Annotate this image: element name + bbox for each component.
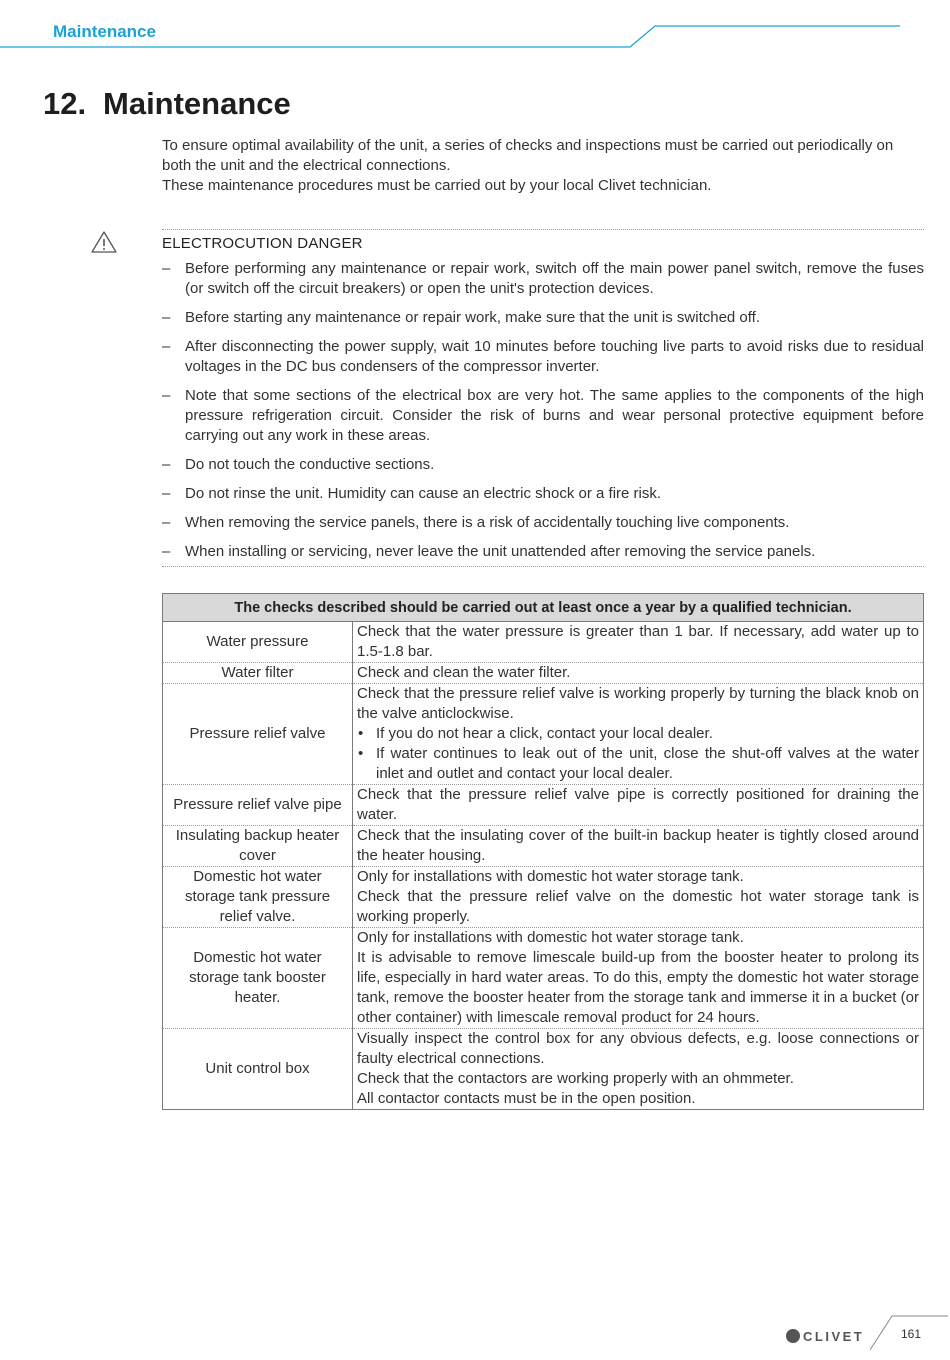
- check-item: Domestic hot water storage tank booster heater.: [163, 928, 353, 1029]
- check-description: [353, 826, 924, 867]
- table-row: [163, 785, 924, 826]
- danger-title: ELECTROCUTION DANGER: [162, 235, 363, 252]
- check-description: [353, 785, 924, 826]
- check-description: [353, 622, 924, 663]
- bullet-list: [357, 724, 919, 784]
- danger-item-text: Before starting any maintenance or repair work, make sure that the unit is switched off.: [185, 309, 761, 326]
- brand-name: CLIVET: [803, 1329, 865, 1344]
- dash-icon: –: [162, 309, 171, 326]
- check-item: Water filter: [163, 663, 353, 684]
- description-line: All contactor contacts must be in the open position.: [357, 1090, 696, 1107]
- danger-item: [162, 513, 924, 533]
- danger-item: [162, 308, 924, 328]
- description-line: Check that the pressure relief valve pipe is correctly positioned for draining the water.: [357, 786, 919, 823]
- danger-item: [162, 337, 924, 377]
- page-title: [43, 86, 291, 122]
- danger-list: [162, 259, 924, 571]
- checks-table: [162, 593, 924, 1110]
- danger-item-text: After disconnecting the power supply, wait 10 minutes before touching live parts to avoid risks due to residual voltages in the DC bus condensers of the compressor inverter.: [185, 338, 924, 375]
- bullet-icon: •: [358, 745, 364, 762]
- table-row: [163, 867, 924, 928]
- table-row: [163, 663, 924, 684]
- bullet-text: If water continues to leak out of the unit, close the shut-off valves at the water inlet and outlet and contact your local dealer.: [376, 745, 919, 782]
- section-label: Maintenance: [53, 22, 156, 41]
- bullet-icon: •: [358, 725, 364, 742]
- description-line: Check that the insulating cover of the built-in backup heater is tightly closed around the heater housing.: [357, 827, 919, 864]
- table-row: [163, 1029, 924, 1110]
- description-line: Only for installations with domestic hot water storage tank.: [357, 868, 744, 885]
- danger-item-text: Do not rinse the unit. Humidity can cause an electric shock or a fire risk.: [185, 485, 662, 502]
- bullet-item: [357, 744, 919, 784]
- danger-item: [162, 542, 924, 562]
- dash-icon: –: [162, 338, 171, 355]
- description-line: Visually inspect the control box for any obvious defects, e.g. loose connections or faulty electrical connections.: [357, 1030, 919, 1067]
- check-item: Pressure relief valve: [163, 684, 353, 785]
- description-line: Check that the water pressure is greater than 1 bar. If necessary, add water up to 1.5-1.8 bar.: [357, 623, 919, 660]
- check-item: Insulating backup heater cover: [163, 826, 353, 867]
- table-header: The checks described should be carried out at least once a year by a qualified technician.: [163, 594, 924, 622]
- dash-icon: –: [162, 456, 171, 473]
- danger-item-text: When removing the service panels, there is a risk of accidentally touching live components.: [185, 514, 790, 531]
- danger-item: [162, 484, 924, 504]
- intro-paragraph: To ensure optimal availability of the unit, a series of checks and inspections must be carried out periodically on both the unit and the electrical connections.: [162, 137, 894, 174]
- divider: [162, 229, 924, 230]
- intro-paragraph: These maintenance procedures must be carried out by your local Clivet technician.: [162, 177, 712, 194]
- table-row: [163, 684, 924, 785]
- chapter-title: Maintenance: [103, 86, 291, 121]
- logo-mark-icon: [786, 1329, 800, 1343]
- intro-text: [162, 136, 924, 196]
- dash-icon: –: [162, 260, 171, 277]
- check-item: Unit control box: [163, 1029, 353, 1110]
- chapter-number: 12.: [43, 86, 87, 121]
- danger-item: [162, 259, 924, 299]
- danger-item: [162, 455, 924, 475]
- danger-item-text: Note that some sections of the electrical box are very hot. The same applies to the components of the high pressure refrigeration circuit. Consider the risk of burns and wear personal protective equipment before carrying out any work in these areas.: [185, 387, 924, 444]
- check-description: [353, 928, 924, 1029]
- description-line: Only for installations with domestic hot water storage tank.: [357, 929, 744, 946]
- description-line: It is advisable to remove limescale build-up from the booster heater to prolong its life, especially in hard water areas. To do this, empty the domestic hot water storage tank, remove the booster heater from the storage tank and immerse it in a bucket (or other container) with limescale removal product for 24 hours.: [357, 949, 919, 1026]
- danger-item-text: Before performing any maintenance or repair work, switch off the main power panel switch, remove the fuses (or switch off the circuit breakers) or open the unit's protection devices.: [185, 260, 924, 297]
- warning-triangle-icon: [90, 230, 118, 254]
- description-line: Check that the pressure relief valve is working properly by turning the black knob on the valve anticlockwise.: [357, 685, 919, 722]
- danger-item: [162, 386, 924, 446]
- table-row: [163, 928, 924, 1029]
- bullet-text: If you do not hear a click, contact your local dealer.: [376, 725, 713, 742]
- check-item: Domestic hot water storage tank pressure relief valve.: [163, 867, 353, 928]
- table-row: [163, 826, 924, 867]
- danger-item-text: Do not touch the conductive sections.: [185, 456, 435, 473]
- bullet-item: [357, 724, 919, 744]
- table-row: [163, 622, 924, 663]
- table-body: [163, 622, 924, 1110]
- dash-icon: –: [162, 514, 171, 531]
- danger-item-text: When installing or servicing, never leave the unit unattended after removing the service panels.: [185, 543, 816, 560]
- check-item: Water pressure: [163, 622, 353, 663]
- dash-icon: –: [162, 387, 171, 404]
- dash-icon: –: [162, 543, 171, 560]
- page-number: 161: [901, 1327, 922, 1341]
- check-description: [353, 684, 924, 785]
- description-line: Check that the pressure relief valve on the domestic hot water storage tank is working properly.: [357, 888, 919, 925]
- brand-logo: [786, 1329, 864, 1344]
- check-description: [353, 1029, 924, 1110]
- description-line: Check and clean the water filter.: [357, 664, 571, 681]
- description-line: Check that the contactors are working properly with an ohmmeter.: [357, 1070, 794, 1087]
- check-item: Pressure relief valve pipe: [163, 785, 353, 826]
- divider: [162, 566, 924, 567]
- check-description: [353, 663, 924, 684]
- dash-icon: –: [162, 485, 171, 502]
- check-description: [353, 867, 924, 928]
